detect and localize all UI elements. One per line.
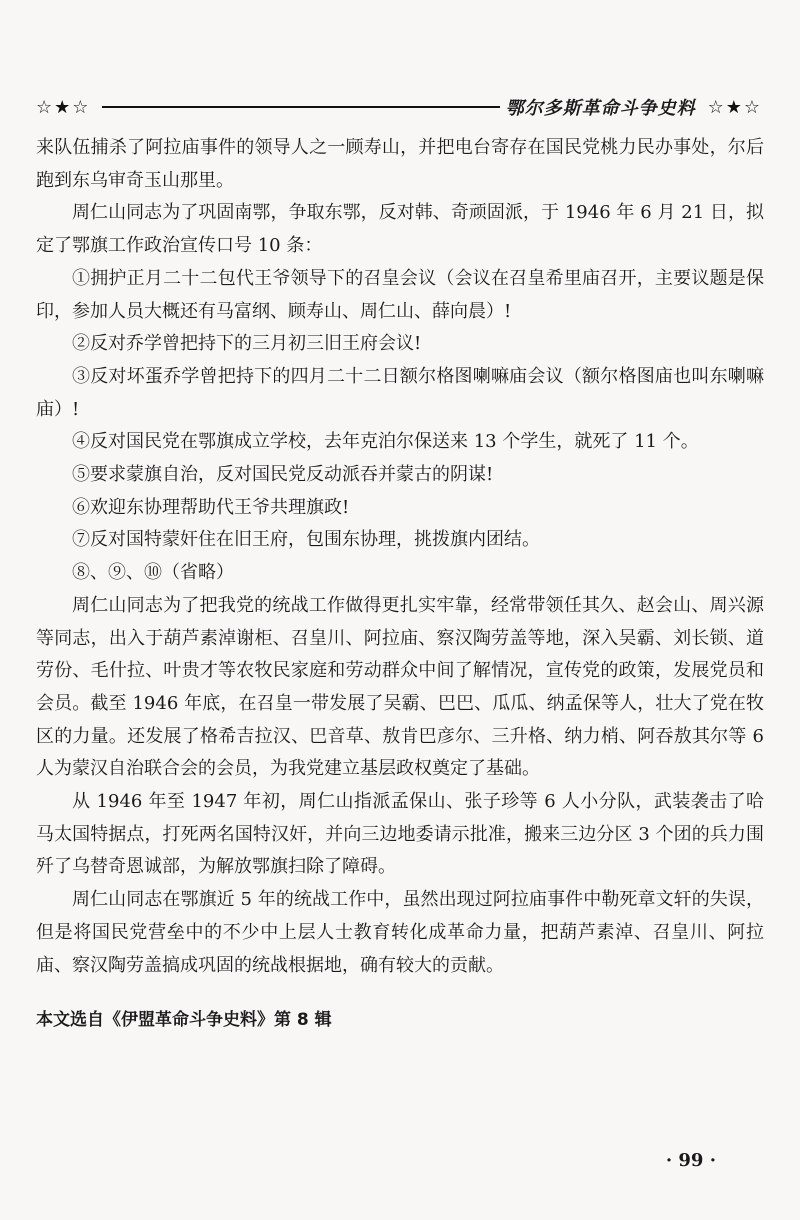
paragraph-continuation: 来队伍捕杀了阿拉庙事件的领导人之一顾寿山，并把电台寄存在国民党桃力民办事处，尔后跑到东乌审奇玉山那里。 (36, 137, 764, 191)
series-title: 鄂尔多斯革命斗争史料 (505, 98, 696, 119)
paragraph-summary: 周仁山同志在鄂旗近 5 年的统战工作中，虽然出现过阿拉庙事件中勒死章文轩的失误，但是将国民党营垒中的不少中上层人士教育转化成革命力量，把葫芦素淖、召皇川、阿拉庙、察汉陶劳盖搞成巩固的统战根据地，确有较大的贡献。 (36, 889, 764, 976)
slogan-item-3: ③反对坏蛋乔学曾把持下的四月二十二日额尔格图喇嘛庙会议（额尔格图庙也叫东喇嘛庙）! (36, 365, 764, 420)
header-rule (102, 106, 499, 108)
slogan-item-5: ⑤要求蒙旗自治，反对国民党反动派吞并蒙古的阴谋! (72, 464, 494, 486)
left-star-ornament: ☆★☆ (36, 96, 91, 118)
slogan-item-8-10: ⑧、⑨、⑩（省略） (72, 562, 234, 584)
page-number: · 99 · (665, 1150, 716, 1171)
body-text (36, 132, 764, 1037)
slogan-item-7: ⑦反对国特蒙奸住在旧王府，包围东协理，挑拨旗内团结。 (72, 529, 540, 551)
slogan-item-6: ⑥欢迎东协理帮助代王爷共理旗政! (72, 496, 350, 518)
paragraph-intro: 周仁山同志为了巩固南鄂，争取东鄂，反对韩、奇顽固派，于 1946 年 6 月 21 日，拟定了鄂旗工作政治宣传口号 10 条： (36, 202, 764, 257)
slogan-item-1: ①拥护正月二十二包代王爷领导下的召皇会议（会议在召皇希里庙召开，主要议题是保印，参加人员大概还有马富纲、顾寿山、周仁山、薛向晨）! (36, 267, 764, 322)
slogan-item-2: ②反对乔学曾把持下的三月初三旧王府会议! (72, 333, 422, 355)
source-note: 本文选自《伊盟革命斗争史料》第 8 辑 (36, 1010, 332, 1031)
right-star-ornament: ☆★☆ (707, 96, 762, 118)
paragraph-united-front-work: 周仁山同志为了把我党的统战工作做得更扎实牢靠，经常带领任其久、赵会山、周兴源等同志，出入于葫芦素淖谢柜、召皇川、阿拉庙、察汉陶劳盖等地，深入吴霸、刘长锁、道劳份、毛什拉、叶贵才等农牧民家庭和劳动群众中间了解情况，宣传党的政策，发展党员和会员。截至 1946 年底，在召皇一带发展了吴霸、巴巴、瓜瓜、纳孟保等人，壮大了党在牧区的力量。还发展了格希吉拉汉、巴音草、敖肯巴彦尔、三升格、纳力梢、阿吞敖其尔等 6 人为蒙汉自治联合会的会员，为我党建立基层政权奠定了基础。 (36, 594, 764, 780)
slogan-item-4: ④反对国民党在鄂旗成立学校，去年克泊尔保送来 13 个学生，就死了 11 个。 (72, 431, 699, 453)
running-header (36, 92, 762, 122)
paragraph-armed-attack: 从 1946 年至 1947 年初，周仁山指派孟保山、张子珍等 6 人小分队，武装袭击了哈马太国特据点，打死两名国特汉奸，并向三边地委请示批准，搬来三边分区 3 个团的兵力围歼了乌替奇恩诚部，为解放鄂旗扫除了障碍。 (36, 791, 764, 878)
